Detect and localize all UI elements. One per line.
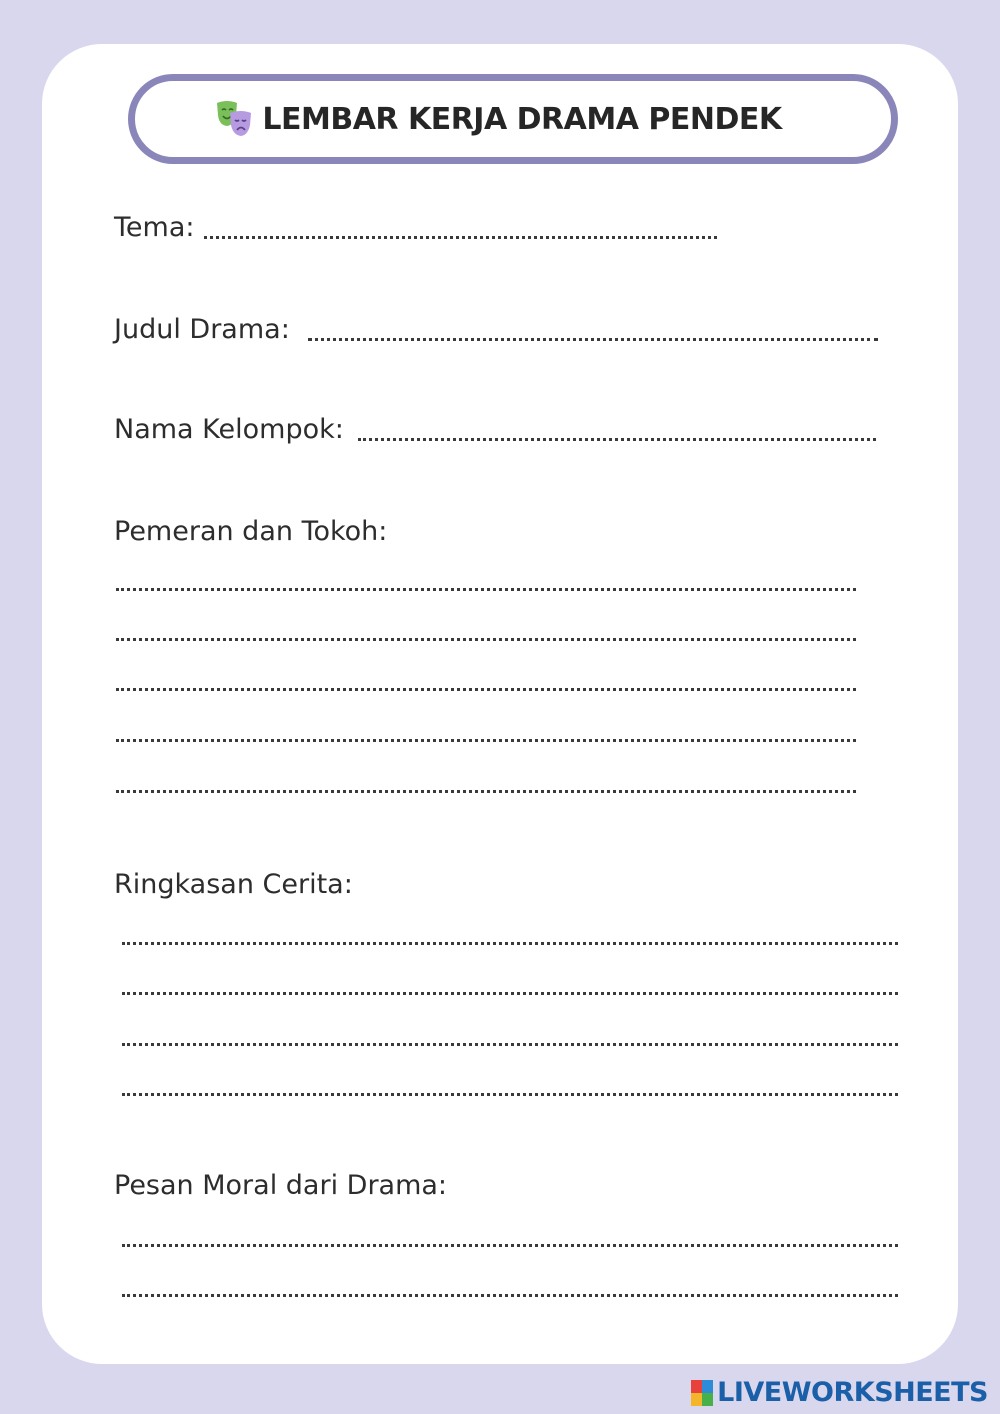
pesan-moral-line-1[interactable] [122,1244,898,1247]
nama-kelompok-answer-line[interactable] [358,438,876,441]
pemeran-line-3[interactable] [116,688,856,691]
judul-drama-answer-line[interactable] [308,338,878,341]
watermark-text: LIVEWORKSHEETS [717,1377,988,1408]
pemeran-tokoh-label: Pemeran dan Tokoh: [114,516,388,547]
pemeran-line-5[interactable] [116,790,856,793]
judul-drama-label: Judul Drama: [114,314,290,345]
page-title: LEMBAR KERJA DRAMA PENDEK [262,101,782,137]
theater-masks-icon [214,99,254,139]
pemeran-line-4[interactable] [116,739,856,742]
tema-label: Tema: [114,212,195,243]
pemeran-line-1[interactable] [116,588,856,591]
title-banner [128,74,898,164]
pesan-moral-line-2[interactable] [122,1294,898,1297]
nama-kelompok-label: Nama Kelompok: [114,414,344,445]
pemeran-line-2[interactable] [116,638,856,641]
ringkasan-line-2[interactable] [122,992,898,995]
ringkasan-line-3[interactable] [122,1043,898,1046]
worksheet-page [42,44,958,1364]
watermark [691,1377,988,1408]
ringkasan-line-4[interactable] [122,1093,898,1096]
tema-answer-line[interactable] [204,236,717,239]
pesan-moral-label: Pesan Moral dari Drama: [114,1170,448,1201]
liveworksheets-logo-icon [691,1380,713,1406]
ringkasan-line-1[interactable] [122,942,898,945]
ringkasan-cerita-label: Ringkasan Cerita: [114,869,353,900]
